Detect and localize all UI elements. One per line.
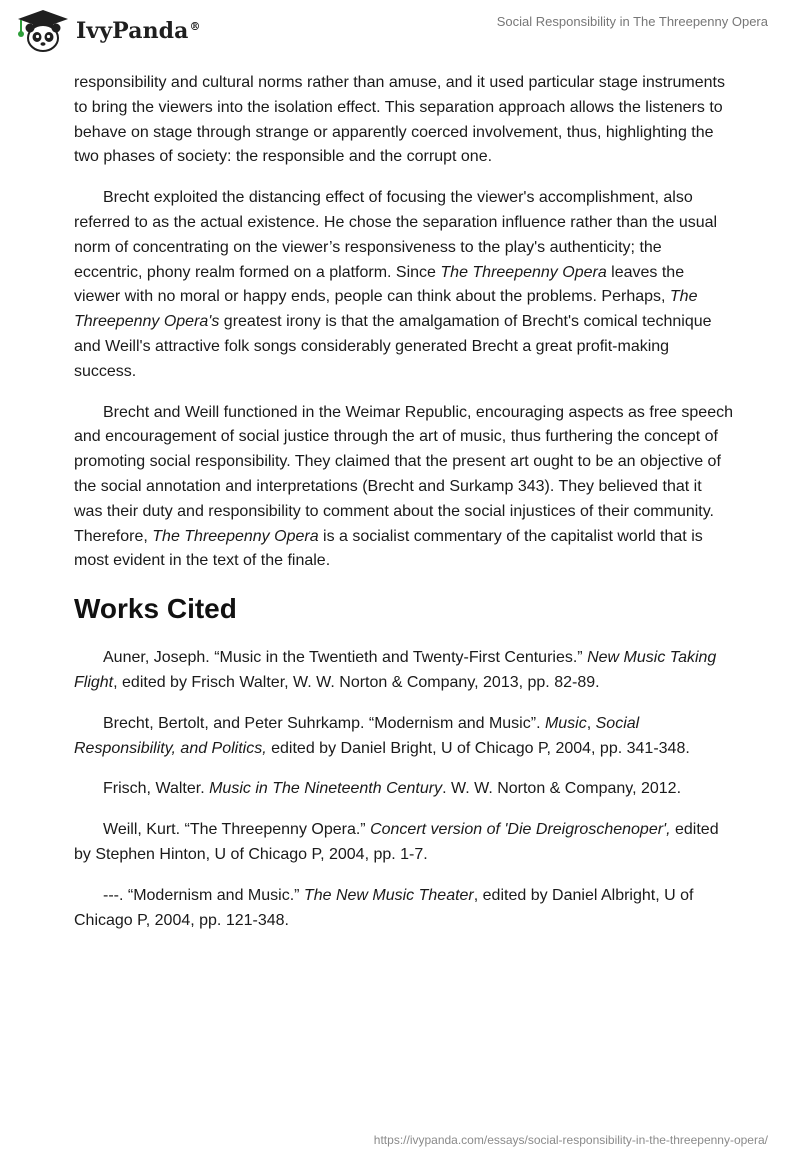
title-emphasis: The Threepenny Opera — [152, 527, 319, 545]
paragraph-2: Brecht exploited the distancing effect of focusing the viewer's accomplishment, also referred to as the actual existence. He chose the separation influence rather than the usual norm of concentrating on the viewer’s responsiveness to the play's authenticity; the eccentric, phony realm formed on a platform. Since The Threepenny Opera leaves the viewer with no moral or happy ends, people can think about the problems. Perhaps, The Threepenny Opera's greatest irony is that the amalgamation of Brecht's comical technique and Weill's attractive folk songs considerably generated Brecht a great profit-making success. — [74, 189, 718, 380]
citation-entry: Frisch, Walter. Music in The Nineteenth Century. W. W. Norton & Company, 2012. — [103, 780, 682, 798]
page-header — [0, 0, 800, 62]
paragraph-1: responsibility and cultural norms rather than amuse, and it used particular stage instruments to bring the viewers into the isolation effect. This separation approach allows the listeners to behave on stage through strange or apparently coerced involvement, thus, highlighting the two phases of society: the responsible and the corrupt one. — [74, 74, 725, 166]
panda-graduate-icon — [14, 8, 72, 54]
essay-content — [74, 71, 734, 949]
works-cited-heading: Works Cited — [74, 593, 237, 625]
title-emphasis: The Threepenny Opera — [440, 263, 607, 281]
ivypanda-logo[interactable] — [14, 8, 201, 54]
citation-entry: Brecht, Bertolt, and Peter Suhrkamp. “Modernism and Music”. Music, Social Responsibility, and Politics, edited by Daniel Bright, U of Chicago P, 2004, pp. 341-348. — [74, 714, 690, 757]
citation-entry: ---. “Modernism and Music.” The New Music Theater, edited by Daniel Albright, U of Chicago P, 2004, pp. 121-348. — [74, 886, 694, 929]
running-title: Social Responsibility in The Threepenny Opera — [496, 14, 768, 29]
source-url-link[interactable]: https://ivypanda.com/essays/social-responsibility-in-the-threepenny-opera/ — [373, 1133, 768, 1147]
citation-entry: Weill, Kurt. “The Threepenny Opera.” Concert version of 'Die Dreigroschenoper', edited by Stephen Hinton, U of Chicago P, 2004, pp. 1-7. — [74, 821, 719, 863]
registered-mark: ® — [189, 19, 201, 33]
citation-entry: Auner, Joseph. “Music in the Twentieth and Twenty-First Centuries.” New Music Taking Flight, edited by Frisch Walter, W. W. Norton & Company, 2013, pp. 82-89. — [74, 649, 717, 691]
brand-name: IvyPanda® — [76, 18, 201, 44]
paragraph-3: Brecht and Weill functioned in the Weimar Republic, encouraging aspects as free speech and encouragement of social justice through the art of music, thus furthering the concept of promoting social responsibility. They claimed that the present art ought to be an objective of the social annotation and interpretations (Brecht and Surkamp 343). They believed that it was their duty and responsibility to comment about the social injustices of their community. Therefore, The Threepenny Opera is a socialist commentary of the capitalist world that is most evident in the text of the finale. — [74, 403, 733, 570]
title-emphasis: The Threepenny Opera's — [74, 288, 698, 331]
